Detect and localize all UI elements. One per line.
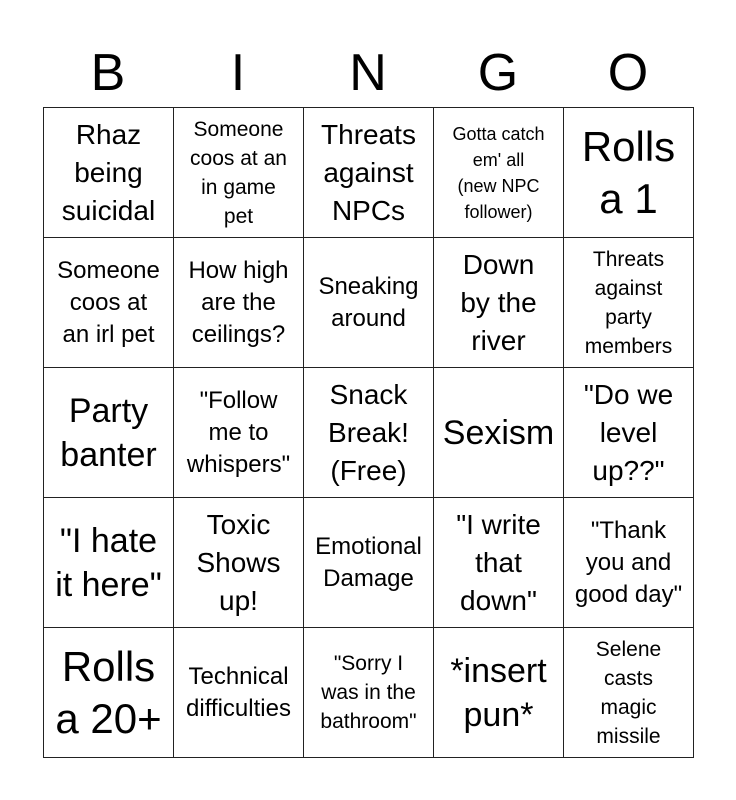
bingo-cell-text: "I hate it here" (55, 521, 162, 604)
bingo-cell-text: Technical difficulties (186, 662, 291, 722)
bingo-cell[interactable] (44, 368, 174, 498)
bingo-cell-text: "Do we level up??" (583, 378, 674, 486)
bingo-cell-text: Sexism (442, 413, 555, 452)
bingo-cell-text: Sneaking around (318, 272, 419, 332)
bingo-cell[interactable] (304, 108, 434, 238)
bingo-cell-text: Down by the river (460, 248, 537, 356)
bingo-cell-text: Toxic Shows up! (196, 508, 281, 616)
bingo-cell[interactable] (434, 628, 564, 758)
bingo-header (43, 40, 693, 106)
header-letter-o: O (607, 44, 649, 102)
bingo-cell-text: "Follow me to whispers" (186, 386, 291, 478)
bingo-cell[interactable] (174, 238, 304, 368)
bingo-cell-text: Threats against party members (584, 247, 673, 358)
header-letter-i: I (230, 44, 246, 102)
bingo-cell-text: Selene casts magic missile (595, 637, 662, 748)
bingo-cell[interactable] (434, 368, 564, 498)
bingo-cell[interactable] (44, 108, 174, 238)
bingo-cell[interactable] (44, 498, 174, 628)
bingo-cell-text: Someone coos at an in game pet (190, 117, 287, 228)
header-letter-g: G (477, 44, 519, 102)
bingo-cell-text: "Thank you and good day" (574, 516, 683, 608)
bingo-cell-text: *insert pun* (450, 651, 547, 734)
bingo-cell[interactable] (434, 108, 564, 238)
bingo-cell-text: Party banter (60, 391, 157, 474)
bingo-cell[interactable] (434, 498, 564, 628)
bingo-board (43, 107, 694, 758)
bingo-cell[interactable] (304, 238, 434, 368)
bingo-cell[interactable] (434, 238, 564, 368)
bingo-cell[interactable] (174, 108, 304, 238)
bingo-cell[interactable] (564, 368, 694, 498)
bingo-cell[interactable] (174, 498, 304, 628)
bingo-cell-text: "I write that down" (456, 508, 541, 616)
header-letter-n: N (349, 44, 387, 102)
bingo-cell[interactable] (564, 628, 694, 758)
bingo-cell-text: Snack Break! (Free) (328, 378, 409, 486)
bingo-cell-text: How high are the ceilings? (188, 256, 289, 348)
bingo-cell-text: Rhaz being suicidal (61, 118, 156, 226)
bingo-cell[interactable] (174, 368, 304, 498)
header-letter-b: B (90, 44, 126, 102)
bingo-cell-text: Rolls a 1 (581, 122, 676, 222)
bingo-cell[interactable] (304, 498, 434, 628)
bingo-cell[interactable] (564, 498, 694, 628)
bingo-cell[interactable] (564, 238, 694, 368)
bingo-cell[interactable] (44, 238, 174, 368)
bingo-cell[interactable] (174, 628, 304, 758)
bingo-cell-text: Someone coos at an irl pet (57, 256, 160, 348)
bingo-cell[interactable] (304, 368, 434, 498)
bingo-cell-text: Gotta catch em' all (new NPC follower) (452, 123, 545, 222)
bingo-cell-text: Rolls a 20+ (55, 642, 162, 742)
bingo-cell[interactable] (564, 108, 694, 238)
bingo-cell-text: Threats against NPCs (321, 118, 416, 226)
bingo-cell[interactable] (304, 628, 434, 758)
bingo-cell-text: "Sorry I was in the bathroom" (320, 652, 417, 733)
bingo-cell[interactable] (44, 628, 174, 758)
bingo-cell-text: Emotional Damage (315, 532, 422, 592)
